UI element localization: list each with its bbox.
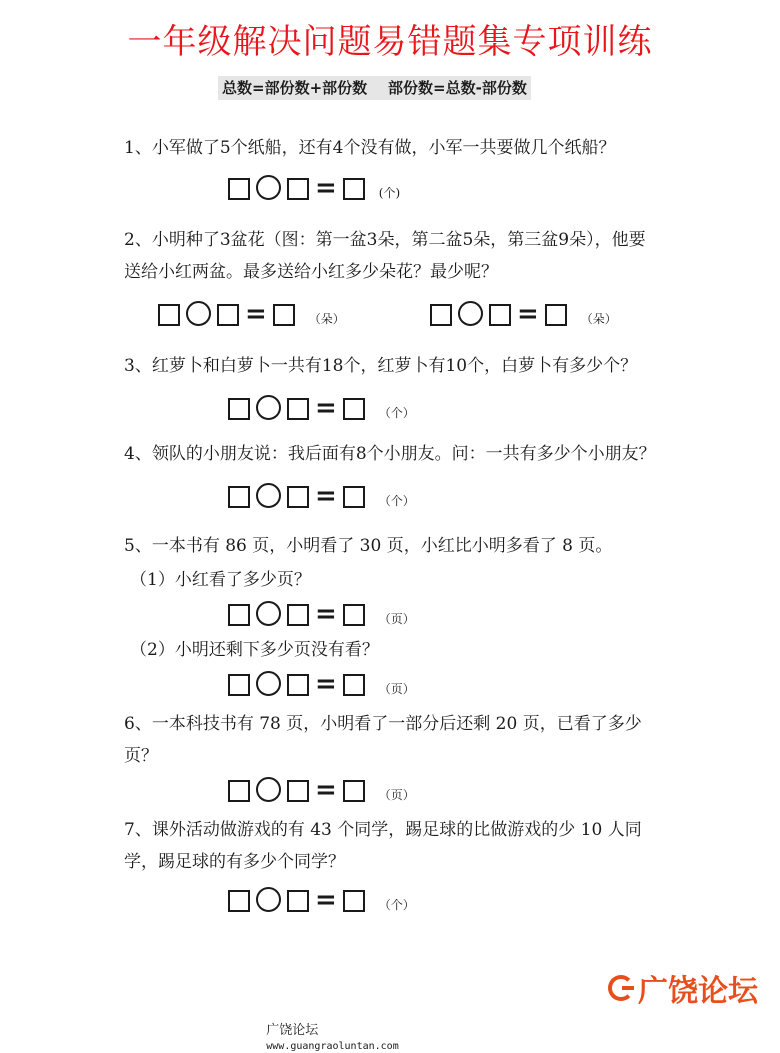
- equals-sign: =: [315, 173, 337, 203]
- footer-site-name: 广饶论坛: [266, 1023, 319, 1038]
- answer-box[interactable]: [343, 674, 365, 696]
- unit-label: （页）: [378, 788, 415, 802]
- answer-box[interactable]: [228, 890, 250, 912]
- question-1: [124, 132, 684, 164]
- answer-box[interactable]: [287, 486, 309, 508]
- question-5: [124, 530, 684, 562]
- question-6: [124, 708, 684, 772]
- question-text: 3、红萝卜和白萝卜一共有18个，红萝卜有10个，白萝卜有多少个？: [124, 356, 638, 376]
- answer-box[interactable]: [287, 780, 309, 802]
- formula-banner: 总数=部份数+部份数 部份数=总数-部份数: [218, 76, 531, 100]
- answer-box[interactable]: [287, 674, 309, 696]
- question-text: 学，踢足球的有多少个同学？: [124, 852, 345, 872]
- equals-sign: =: [245, 299, 267, 329]
- answer-box[interactable]: [228, 674, 250, 696]
- answer-equation: [228, 392, 415, 423]
- answer-equation: [228, 774, 415, 805]
- answer-box[interactable]: [287, 398, 309, 420]
- question-text: 5、一本书有 86 页，小明看了 30 页，小红比小明多看了 8 页。: [124, 536, 613, 556]
- answer-box[interactable]: [287, 178, 309, 200]
- question-text: 1、小军做了5个纸船，还有4个没有做，小军一共要做几个纸船？: [124, 138, 616, 158]
- sub-question-2: （2）小明还剩下多少页没有看？: [130, 640, 379, 660]
- answer-equation: [228, 884, 415, 915]
- answer-box[interactable]: [343, 604, 365, 626]
- footer: [258, 1004, 399, 1053]
- unit-label: （页）: [378, 682, 415, 696]
- answer-box[interactable]: [545, 304, 567, 326]
- answer-box[interactable]: [228, 604, 250, 626]
- equals-sign: =: [315, 599, 337, 629]
- unit-label: （个）: [378, 494, 415, 508]
- question-text: 页？: [124, 746, 158, 766]
- operator-circle[interactable]: [256, 395, 281, 420]
- question-text: 7、课外活动做游戏的有 43 个同学，踢足球的比做游戏的少 10 人同: [124, 820, 642, 840]
- unit-label: (个): [378, 186, 401, 200]
- answer-box[interactable]: [343, 780, 365, 802]
- answer-box[interactable]: [228, 780, 250, 802]
- operator-circle[interactable]: [256, 671, 281, 696]
- answer-equation: [228, 598, 415, 629]
- logo-text: 广饶论坛: [638, 974, 758, 1009]
- question-7: [124, 814, 684, 878]
- answer-box[interactable]: [430, 304, 452, 326]
- answer-box[interactable]: [343, 178, 365, 200]
- answer-equation: [158, 298, 345, 329]
- answer-box[interactable]: [343, 398, 365, 420]
- question-3: [124, 350, 684, 382]
- answer-box[interactable]: [217, 304, 239, 326]
- unit-label: （页）: [378, 612, 415, 626]
- question-text: 4、领队的小朋友说：我后面有8个小朋友。问：一共有多少个小朋友？: [124, 444, 656, 464]
- answer-box[interactable]: [343, 890, 365, 912]
- equals-sign: =: [315, 775, 337, 805]
- answer-equation: [228, 480, 415, 511]
- answer-box[interactable]: [287, 604, 309, 626]
- operator-circle[interactable]: [256, 175, 281, 200]
- sub-question-1: （1）小红看了多少页？: [130, 570, 311, 590]
- site-logo: [608, 968, 758, 1008]
- answer-box[interactable]: [228, 178, 250, 200]
- operator-circle[interactable]: [458, 301, 483, 326]
- answer-box[interactable]: [273, 304, 295, 326]
- operator-circle[interactable]: [256, 483, 281, 508]
- unit-label: （朵）: [308, 312, 345, 326]
- footer-url[interactable]: www.guangraoluntan.com: [266, 1041, 399, 1052]
- equals-sign: =: [517, 299, 539, 329]
- answer-box[interactable]: [228, 398, 250, 420]
- answer-equation: [430, 298, 617, 329]
- answer-equation: [228, 668, 415, 699]
- equals-sign: =: [315, 669, 337, 699]
- question-2: [124, 224, 684, 288]
- g-logo-icon: [608, 975, 634, 1001]
- page-title: 一年级解决问题易错题集专项训练: [127, 22, 653, 62]
- operator-circle[interactable]: [186, 301, 211, 326]
- answer-box[interactable]: [287, 890, 309, 912]
- operator-circle[interactable]: [256, 887, 281, 912]
- question-text: 送给小红两盆。最多送给小红多少朵花？最少呢？: [124, 262, 498, 282]
- question-text: 6、一本科技书有 78 页，小明看了一部分后还剩 20 页，已看了多少: [124, 714, 642, 734]
- unit-label: （个）: [378, 898, 415, 912]
- question-4: [124, 438, 684, 470]
- equals-sign: =: [315, 393, 337, 423]
- unit-label: （个）: [378, 406, 415, 420]
- operator-circle[interactable]: [256, 601, 281, 626]
- answer-box[interactable]: [343, 486, 365, 508]
- answer-box[interactable]: [228, 486, 250, 508]
- answer-box[interactable]: [489, 304, 511, 326]
- question-text: 2、小明种了3盆花（图：第一盆3朵，第二盆5朵，第三盆9朵），他要: [124, 230, 646, 250]
- answer-box[interactable]: [158, 304, 180, 326]
- equals-sign: =: [315, 885, 337, 915]
- unit-label: （朵）: [580, 312, 617, 326]
- equals-sign: =: [315, 481, 337, 511]
- answer-equation: [228, 172, 401, 203]
- operator-circle[interactable]: [256, 777, 281, 802]
